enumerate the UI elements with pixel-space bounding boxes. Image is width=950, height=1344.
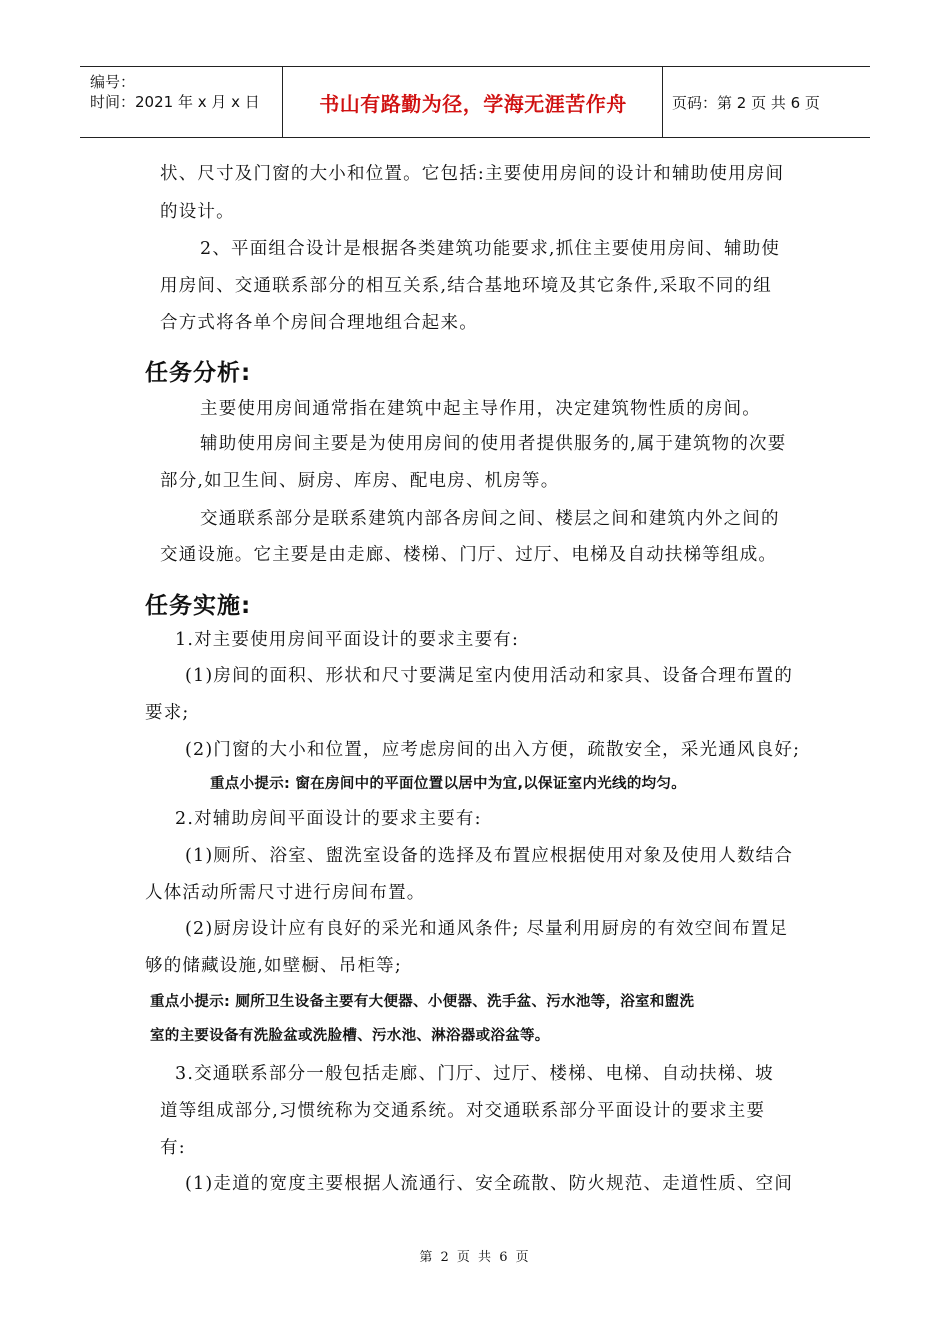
- paragraph-line: (1)房间的面积、形状和尺寸要满足室内使用活动和家具、设备合理布置的: [185, 666, 794, 686]
- paragraph-line: 够的储藏设施,如壁橱、吊柜等;: [145, 956, 402, 976]
- paragraph-line: 有:: [160, 1138, 186, 1158]
- paragraph-line: 2.对辅助房间平面设计的要求主要有:: [175, 809, 482, 829]
- paragraph-line: 交通联系部分是联系建筑内部各房间之间、楼层之间和建筑内外之间的: [200, 509, 780, 529]
- section-heading-implementation: 任务实施:: [145, 593, 252, 619]
- paragraph-line: (1)走道的宽度主要根据人流通行、安全疏散、防火规范、走道性质、空间: [185, 1174, 794, 1194]
- paragraph-line: (2)门窗的大小和位置，应考虑房间的出入方便，疏散安全，采光通风良好;: [185, 740, 801, 760]
- header-divider: [662, 67, 663, 137]
- header-motto: 书山有路勤为径，学海无涯苦作舟: [319, 91, 627, 116]
- header-page-label: 页码：第 2 页 共 6 页: [672, 93, 820, 112]
- paragraph-line: 3.交通联系部分一般包括走廊、门厅、过厅、楼梯、电梯、自动扶梯、坡: [175, 1064, 774, 1084]
- paragraph-line: 道等组成部分,习惯统称为交通系统。对交通联系部分平面设计的要求主要: [160, 1101, 766, 1121]
- paragraph-line: 的设计。: [160, 202, 235, 222]
- paragraph-line: 用房间、交通联系部分的相互关系,结合基地环境及其它条件,采取不同的组: [160, 276, 772, 296]
- header-divider: [282, 67, 283, 137]
- paragraph-line: 人体活动所需尺寸进行房间布置。: [145, 883, 426, 903]
- paragraph-line: (2)厨房设计应有良好的采光和通风条件; 尽量利用厨房的有效空间布置足: [185, 919, 789, 939]
- header-number-label: 编号：: [90, 73, 136, 91]
- key-tip: 重点小提示: 窗在房间中的平面位置以居中为宜,以保证室内光线的均匀。: [210, 776, 687, 792]
- header-meta: [80, 67, 282, 137]
- paragraph-line: 主要使用房间通常指在建筑中起主导作用，决定建筑物性质的房间。: [200, 399, 761, 419]
- paragraph-line: 部分,如卫生间、厨房、库房、配电房、机房等。: [160, 471, 560, 491]
- section-heading-analysis: 任务分析:: [145, 360, 252, 386]
- paragraph-line: 合方式将各单个房间合理地组合起来。: [160, 313, 478, 333]
- paragraph-line: 2、平面组合设计是根据各类建筑功能要求,抓住主要使用房间、辅助使: [200, 239, 781, 259]
- paragraph-line: 状、尺寸及门窗的大小和位置。它包括:主要使用房间的设计和辅助使用房间: [160, 164, 785, 184]
- page-footer: 第 2 页 共 6 页: [419, 1250, 531, 1265]
- key-tip: 重点小提示: 厕所卫生设备主要有大便器、小便器、洗手盆、污水池等，浴室和盥洗: [150, 994, 695, 1010]
- paragraph-line: 1.对主要使用房间平面设计的要求主要有:: [175, 630, 520, 650]
- paragraph-line: 辅助使用房间主要是为使用房间的使用者提供服务的,属于建筑物的次要: [200, 434, 787, 454]
- header-date-label: 时间：2021 年 x 月 x 日: [90, 93, 260, 111]
- key-tip: 室的主要设备有洗脸盆或洗脸槽、污水池、淋浴器或浴盆等。: [150, 1028, 550, 1044]
- paragraph-line: 交通设施。它主要是由走廊、楼梯、门厅、过厅、电梯及自动扶梯等组成。: [160, 545, 778, 565]
- paragraph-line: 要求;: [145, 703, 190, 723]
- page-header: [80, 66, 870, 138]
- paragraph-line: (1)厕所、浴室、盥洗室设备的选择及布置应根据使用对象及使用人数结合: [185, 846, 794, 866]
